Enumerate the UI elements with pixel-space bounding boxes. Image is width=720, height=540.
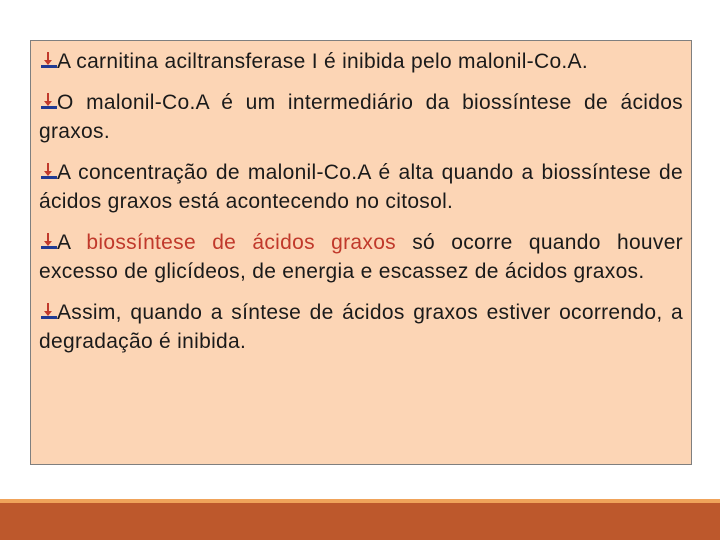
bullet-item — [39, 298, 683, 356]
footer-bar — [0, 503, 720, 540]
bullet-text: A carnitina aciltransferase I é inibida pelo malonil-Co.A. — [57, 50, 588, 73]
bullet-text: Assim, quando a síntese de ácidos graxos estiver ocorrendo, a degradação é inibida. — [39, 301, 683, 353]
footer-band — [0, 499, 720, 540]
bullet-text: A concentração de malonil-Co.A é alta quando a biossíntese de ácidos graxos está acontecendo no citosol. — [39, 161, 683, 213]
arrow-down-bullet-icon — [39, 51, 57, 69]
bullet-item — [39, 228, 683, 286]
arrow-down-bullet-icon — [39, 232, 57, 250]
bullet-text: O malonil-Co.A é um intermediário da biossíntese de ácidos graxos. — [39, 91, 683, 143]
bullet-text-after: só ocorre quando houver excesso de glicídeos, de energia e escassez de ácidos graxos. — [39, 231, 683, 283]
bullet-text-before: A — [57, 231, 87, 254]
highlighted-term: biossíntese de ácidos graxos — [86, 231, 396, 254]
arrow-down-bullet-icon — [39, 302, 57, 320]
content-box — [30, 40, 692, 465]
bullet-item — [39, 158, 683, 216]
bullet-item — [39, 47, 683, 76]
arrow-down-bullet-icon — [39, 162, 57, 180]
bullet-item — [39, 88, 683, 146]
arrow-down-bullet-icon — [39, 92, 57, 110]
